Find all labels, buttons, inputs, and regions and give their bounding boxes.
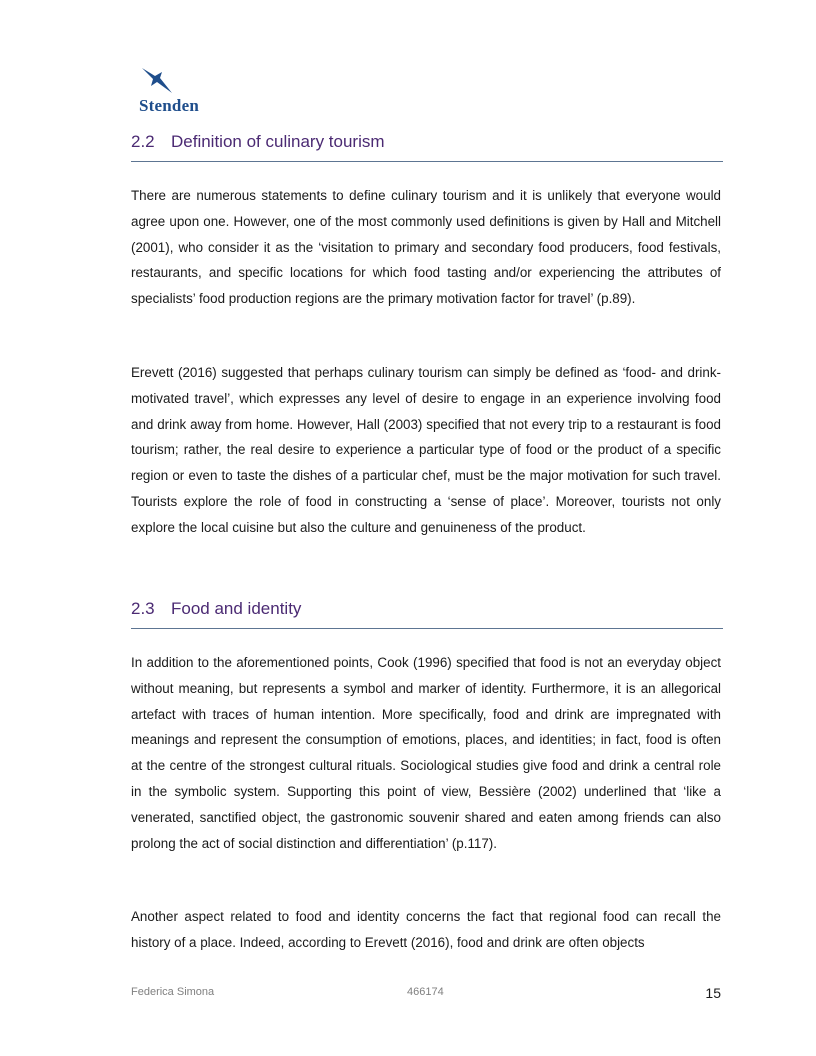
swallow-icon — [141, 66, 175, 94]
section-heading — [131, 599, 723, 629]
footer-author: Federica Simona — [131, 986, 215, 998]
page-number: 15 — [705, 985, 721, 1001]
paragraph: There are numerous statements to define culinary tourism and it is unlikely that everyone would agree upon one. However, one of the most commonly used definitions is given by Hall and Mitchell (2001), who consider it as the ‘visitation to primary and secondary food producers, food festivals, restaurants, and specific locations for which food tasting and/or experiencing the attributes of specialists’ food production regions are the primary motivation factor for travel’ (p.89). — [131, 188, 721, 307]
section-title: Definition of culinary tourism — [171, 132, 385, 151]
paragraph: Erevett (2016) suggested that perhaps culinary tourism can simply be defined as ‘food- and drink-motivated travel’, which expresses any level of desire to engage in an experience involving food and drink away from home. However, Hall (2003) specified that not every trip to a restaurant is food tourism; rather, the real desire to experience a particular type of food or the product of a specific region or even to taste the dishes of a particular chef, must be the major motivation for such travel. Tourists explore the role of food in constructing a ‘sense of place’. Moreover, tourists not only explore the local cuisine but also the culture and genuineness of the product. — [131, 365, 721, 535]
logo-text: Stenden — [139, 96, 199, 115]
section-number: 2.3 — [131, 599, 155, 618]
section-title: Food and identity — [171, 599, 302, 618]
section-heading — [131, 132, 723, 162]
stenden-logo — [139, 66, 219, 116]
paragraph: In addition to the aforementioned points, Cook (1996) specified that food is not an everyday object without meaning, but represents a symbol and marker of identity. Furthermore, it is an allegorical artefact with traces of human intention. More specifically, food and drink are impregnated with meanings and represent the consumption of emotions, places, and identities; in fact, food is often at the centre of the strongest cultural rituals. Sociological studies give food and drink a central role in the symbolic system. Supporting this point of view, Bessière (2002) underlined that ‘like a venerated, sanctified object, the gastronomic souvenir shared and eaten among friends can also prolong the act of social distinction and differentiation’ (p.117). — [131, 655, 721, 851]
paragraph: Another aspect related to food and identity concerns the fact that regional food can recall the history of a place. Indeed, according to Erevett (2016), food and drink are often objects — [131, 909, 721, 950]
section-number: 2.2 — [131, 132, 155, 151]
footer-student-number: 466174 — [407, 986, 444, 998]
